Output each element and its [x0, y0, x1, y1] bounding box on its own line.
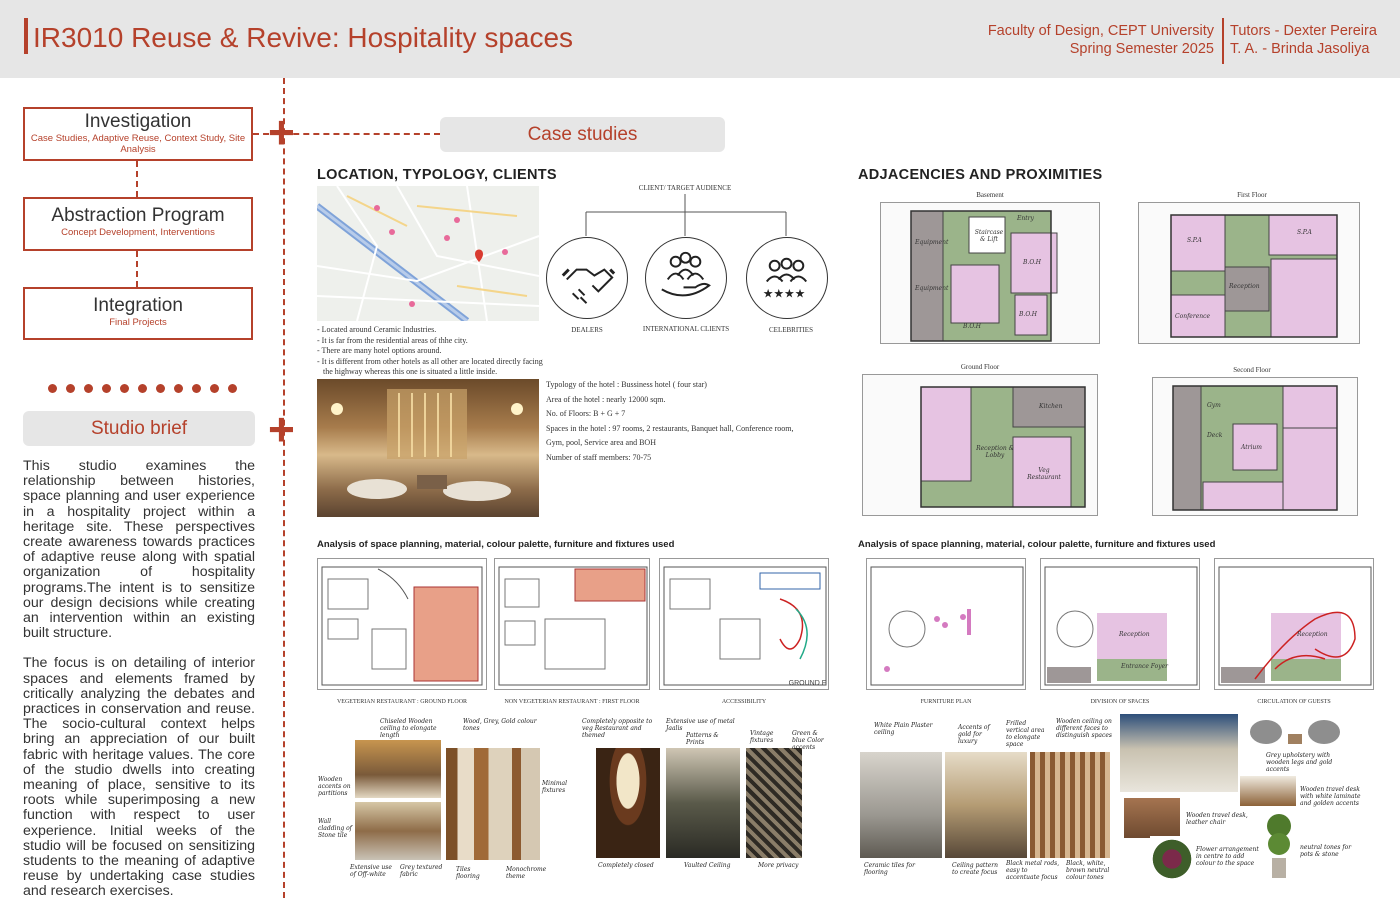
floor-label-ground: Ground Floor: [960, 363, 1000, 371]
carved-door-photo: [596, 748, 660, 858]
flow-connector: [136, 251, 138, 287]
typology-line: Spaces in the hotel : 97 rooms, 2 restaurants, Banquet hall, Conference room,: [546, 423, 794, 433]
room-label: Deck: [1207, 432, 1223, 439]
stage-investigation: [23, 107, 253, 161]
typology-line: Number of staff members: 70-75: [546, 452, 652, 462]
annotation: Ceramic tiles for flooring: [864, 862, 915, 876]
room-label: Staircase & Lift: [974, 229, 1004, 243]
location-heading: LOCATION, TYPOLOGY, CLIENTS: [317, 167, 557, 183]
annotation: Accents of gold for luxury: [958, 724, 990, 745]
client-label-celebrities: CELEBRITIES: [769, 326, 813, 334]
stage-title: Integration: [93, 295, 183, 316]
floor-label-basement: Basement: [976, 191, 1004, 199]
people-hand-icon: [646, 238, 725, 317]
stage-title: Abstraction Program: [51, 205, 225, 226]
stage-title: Investigation: [84, 111, 192, 132]
stage-subtitle: Concept Development, Interventions: [61, 227, 215, 238]
annotation: Wall cladding of Stone tile: [318, 818, 352, 839]
semester-line: Spring Semester 2025: [1069, 41, 1214, 57]
plan-caption: CIRCULATION OF GUESTS: [1257, 699, 1331, 705]
wooden-desk-photo: [1124, 798, 1180, 838]
dealers-circle: [546, 237, 628, 319]
annotation: Grey textured fabric: [400, 864, 443, 878]
lobby-photo: [945, 752, 1027, 858]
stage-abstraction: [23, 197, 253, 251]
stage-integration: [23, 287, 253, 340]
note-line: the highway whereas this one is situated a little inside.: [323, 367, 498, 376]
lobby-photo: [860, 752, 942, 858]
celebrities-stars-icon: [747, 238, 826, 317]
reception-photo: [1120, 714, 1238, 792]
typology-line: Area of the hotel : nearly 12000 sqm.: [546, 394, 666, 404]
annotation: Black metal rods, easy to accentuate focus: [1006, 860, 1060, 881]
stage-subtitle: Final Projects: [109, 317, 167, 328]
international-clients-circle: [645, 237, 727, 319]
studio-brief-text: [23, 459, 255, 915]
faculty-info: [988, 22, 1214, 58]
annotation: Frilled vertical area to elongate space: [1006, 720, 1045, 748]
plan-caption: VEGETERIAN RESTAURANT : GROUND FLOOR: [336, 699, 468, 705]
room-label: B.O.H: [963, 323, 982, 330]
plus-marker: +: [268, 403, 295, 455]
veg-restaurant-photo: [355, 802, 441, 860]
room-label: B.O.H: [1023, 259, 1042, 266]
floor-label-first: First Floor: [1237, 191, 1267, 199]
ground-floor-plan: [862, 374, 1098, 516]
annotation: Green & blue Color accents: [792, 730, 824, 751]
travel-desk-photo: [1240, 776, 1296, 806]
typology-line: No. of Floors: B + G + 7: [546, 409, 626, 418]
room-label: Conference: [1175, 313, 1211, 320]
room-label: Reception: [1297, 631, 1328, 638]
title-accent-bar: [24, 18, 28, 54]
annotation: Minimal fixtures: [542, 780, 568, 794]
vertical-divider: [283, 78, 285, 898]
veg-restaurant-photo: [355, 740, 441, 798]
annotation: Black, white, brown neutral colour tones: [1066, 860, 1110, 881]
studio-brief-heading: Studio brief: [23, 411, 255, 446]
room-label: Reception & Lobby: [976, 445, 1014, 459]
flow-connector: [136, 161, 138, 197]
celebrities-circle: [746, 237, 828, 319]
room-label: Entry: [1017, 215, 1034, 222]
first-floor-plan: [1138, 202, 1360, 344]
furniture-plan: [866, 558, 1026, 690]
adjacency-heading: ADJACENCIES AND PROXIMITIES: [858, 167, 1103, 183]
second-floor-plan: [1152, 377, 1358, 516]
metal-jaali-photo: [746, 748, 802, 858]
annotation: Wooden ceiling on different faces to distinguish spaces: [1056, 718, 1112, 739]
veg-restaurant-plan: [317, 558, 487, 690]
non-veg-restaurant-plan: [494, 558, 650, 690]
plan-caption: DIVISION OF SPACES: [1090, 699, 1150, 705]
annotation: More privacy: [758, 862, 799, 869]
brief-paragraph: This studio examines the relationship between histories, space planning and user experience in a hospitality project within a heritage site. These perspectives create awareness towards practices of adaptive reuse along with spatial organization of hospitality programs.The intent is to sensitize our design decisions while creating an intervention within an existing built structure.: [23, 458, 255, 642]
clients-tree-lines: [580, 194, 800, 238]
annotation: Wooden travel desk with white laminate and golden accents: [1300, 786, 1361, 807]
wooden-partition-photo: [446, 748, 540, 860]
tutors-line: Tutors - Dexter Pereira: [1230, 23, 1377, 39]
hotel-lobby-photo: [317, 379, 539, 517]
room-label: Entrance Foyer: [1121, 663, 1169, 670]
potted-plant-photo: [1264, 808, 1294, 880]
analysis-heading-right: Analysis of space planning, material, colour palette, furniture and fixtures used: [858, 539, 1216, 550]
plus-marker: +: [268, 106, 295, 158]
plan-stamp: GROUND F: [788, 680, 826, 687]
header-divider: [1222, 18, 1224, 64]
room-label: Reception: [1229, 283, 1260, 290]
room-label: Reception: [1119, 631, 1150, 638]
plan-caption: NON VEGETERIAN RESTAURANT : FIRST FLOOR: [504, 699, 640, 705]
typology-info: [546, 378, 794, 465]
accessibility-plan: [659, 558, 829, 690]
annotation: Completely closed: [598, 862, 654, 869]
brief-paragraph: The focus is on detailing of interior spaces and elements framed by critically analyzing the debates and practices in conservation and reuse. The socio-cultural context helps bring an appreciation of our built fabric with heritage values. The core of the studio dwells into creating meaning of place, sensitive to its roots while superimposing a new function with respect to user experience. Initial weeks of the studio will be focused on sensitizing students to the meaning of adaptive reuse by undertaking case studies and research exercises.: [23, 655, 255, 900]
annotation: Extensive use of metal Jaalis: [666, 718, 735, 732]
annotation: Vintage fixtures: [750, 730, 774, 744]
annotation: Vaulted Ceiling: [684, 862, 731, 869]
handshake-icon: [547, 238, 626, 317]
circulation-plan: [1214, 558, 1374, 690]
typology-line: Gym, pool, Service area and BOH: [546, 438, 656, 447]
note-line: - It is different from other hotels as all other are located directly facing: [317, 356, 543, 366]
room-label: Equipment: [915, 239, 949, 246]
annotation: Patterns & Prints: [686, 732, 719, 746]
annotation: Wooden travel desk, leather chair: [1186, 812, 1248, 826]
basement-plan: [880, 202, 1100, 344]
note-line: - It is far from the residential areas of thhe city.: [317, 335, 468, 345]
tutors-info: [1230, 22, 1377, 58]
ta-line: T. A. - Brinda Jasoliya: [1230, 41, 1370, 57]
wooden-ceiling-photo: [1030, 752, 1110, 858]
annotation: Monochrome theme: [506, 866, 547, 880]
annotation: Tiles flooring: [456, 866, 480, 880]
annotation: Wooden accents on partitions: [318, 776, 351, 797]
note-line: - There are many hotel options around.: [317, 346, 442, 355]
division-plan: [1040, 558, 1200, 690]
client-label-dealers: DEALERS: [571, 326, 603, 334]
room-label: S.P.A: [1297, 229, 1312, 236]
svg-text:★★★★: ★★★★: [762, 286, 806, 301]
annotation: Chiseled Wooden ceiling to elongate length: [380, 718, 437, 739]
room-label: S.P.A: [1187, 237, 1202, 244]
flower-arrangement-photo: [1150, 836, 1194, 882]
floor-label-second: Second Floor: [1233, 366, 1271, 374]
clients-title: CLIENT/ TARGET AUDIENCE: [638, 184, 732, 192]
room-label: Atrium: [1241, 444, 1262, 451]
annotation: Grey upholstery with wooden legs and gold accents: [1266, 752, 1333, 773]
annotation: neutral tones for pots & stone: [1300, 844, 1352, 858]
case-studies-heading: Case studies: [440, 117, 725, 152]
annotation: Ceiling pattern to create focus: [952, 862, 999, 876]
vaulted-ceiling-photo: [666, 748, 740, 858]
annotation: Completely opposite to veg Restaurant and themed: [582, 718, 653, 739]
stage-subtitle: Case Studies, Adaptive Reuse, Context Study, Site Analysis: [30, 133, 246, 155]
annotation: White Plain Plaster ceiling: [874, 722, 933, 736]
plan-caption: FURNITURE PLAN: [920, 699, 972, 705]
typology-line: Typology of the hotel : Bussiness hotel ( four star): [546, 380, 707, 389]
annotation: Wood, Grey, Gold colour tones: [463, 718, 537, 732]
faculty-line: Faculty of Design, CEPT University: [987, 23, 1214, 39]
annotation: Extensive use of Off-white: [350, 864, 392, 878]
room-label: Kitchen: [1039, 403, 1063, 410]
note-line: - Located around Ceramic Industries.: [317, 325, 437, 334]
room-label: Gym: [1207, 402, 1221, 409]
armchairs-photo: [1246, 716, 1342, 748]
room-label: B.O.H: [1019, 311, 1038, 318]
room-label: Equipment: [915, 285, 949, 292]
dots-divider: [48, 384, 237, 393]
location-notes: [317, 325, 543, 378]
plan-caption: ACCESSIBILITY: [721, 699, 767, 705]
annotation: Flower arrangement in centre to add colour to the space: [1196, 846, 1259, 867]
client-label-international: INTERNATIONAL CLIENTS: [642, 325, 730, 333]
location-map: [317, 186, 539, 321]
room-label: Veg Restaurant: [1027, 467, 1061, 481]
analysis-heading-left: Analysis of space planning, material, colour palette, furniture and fixtures used: [317, 539, 675, 550]
page-title: IR3010 Reuse & Revive: Hospitality spaces: [33, 22, 574, 53]
